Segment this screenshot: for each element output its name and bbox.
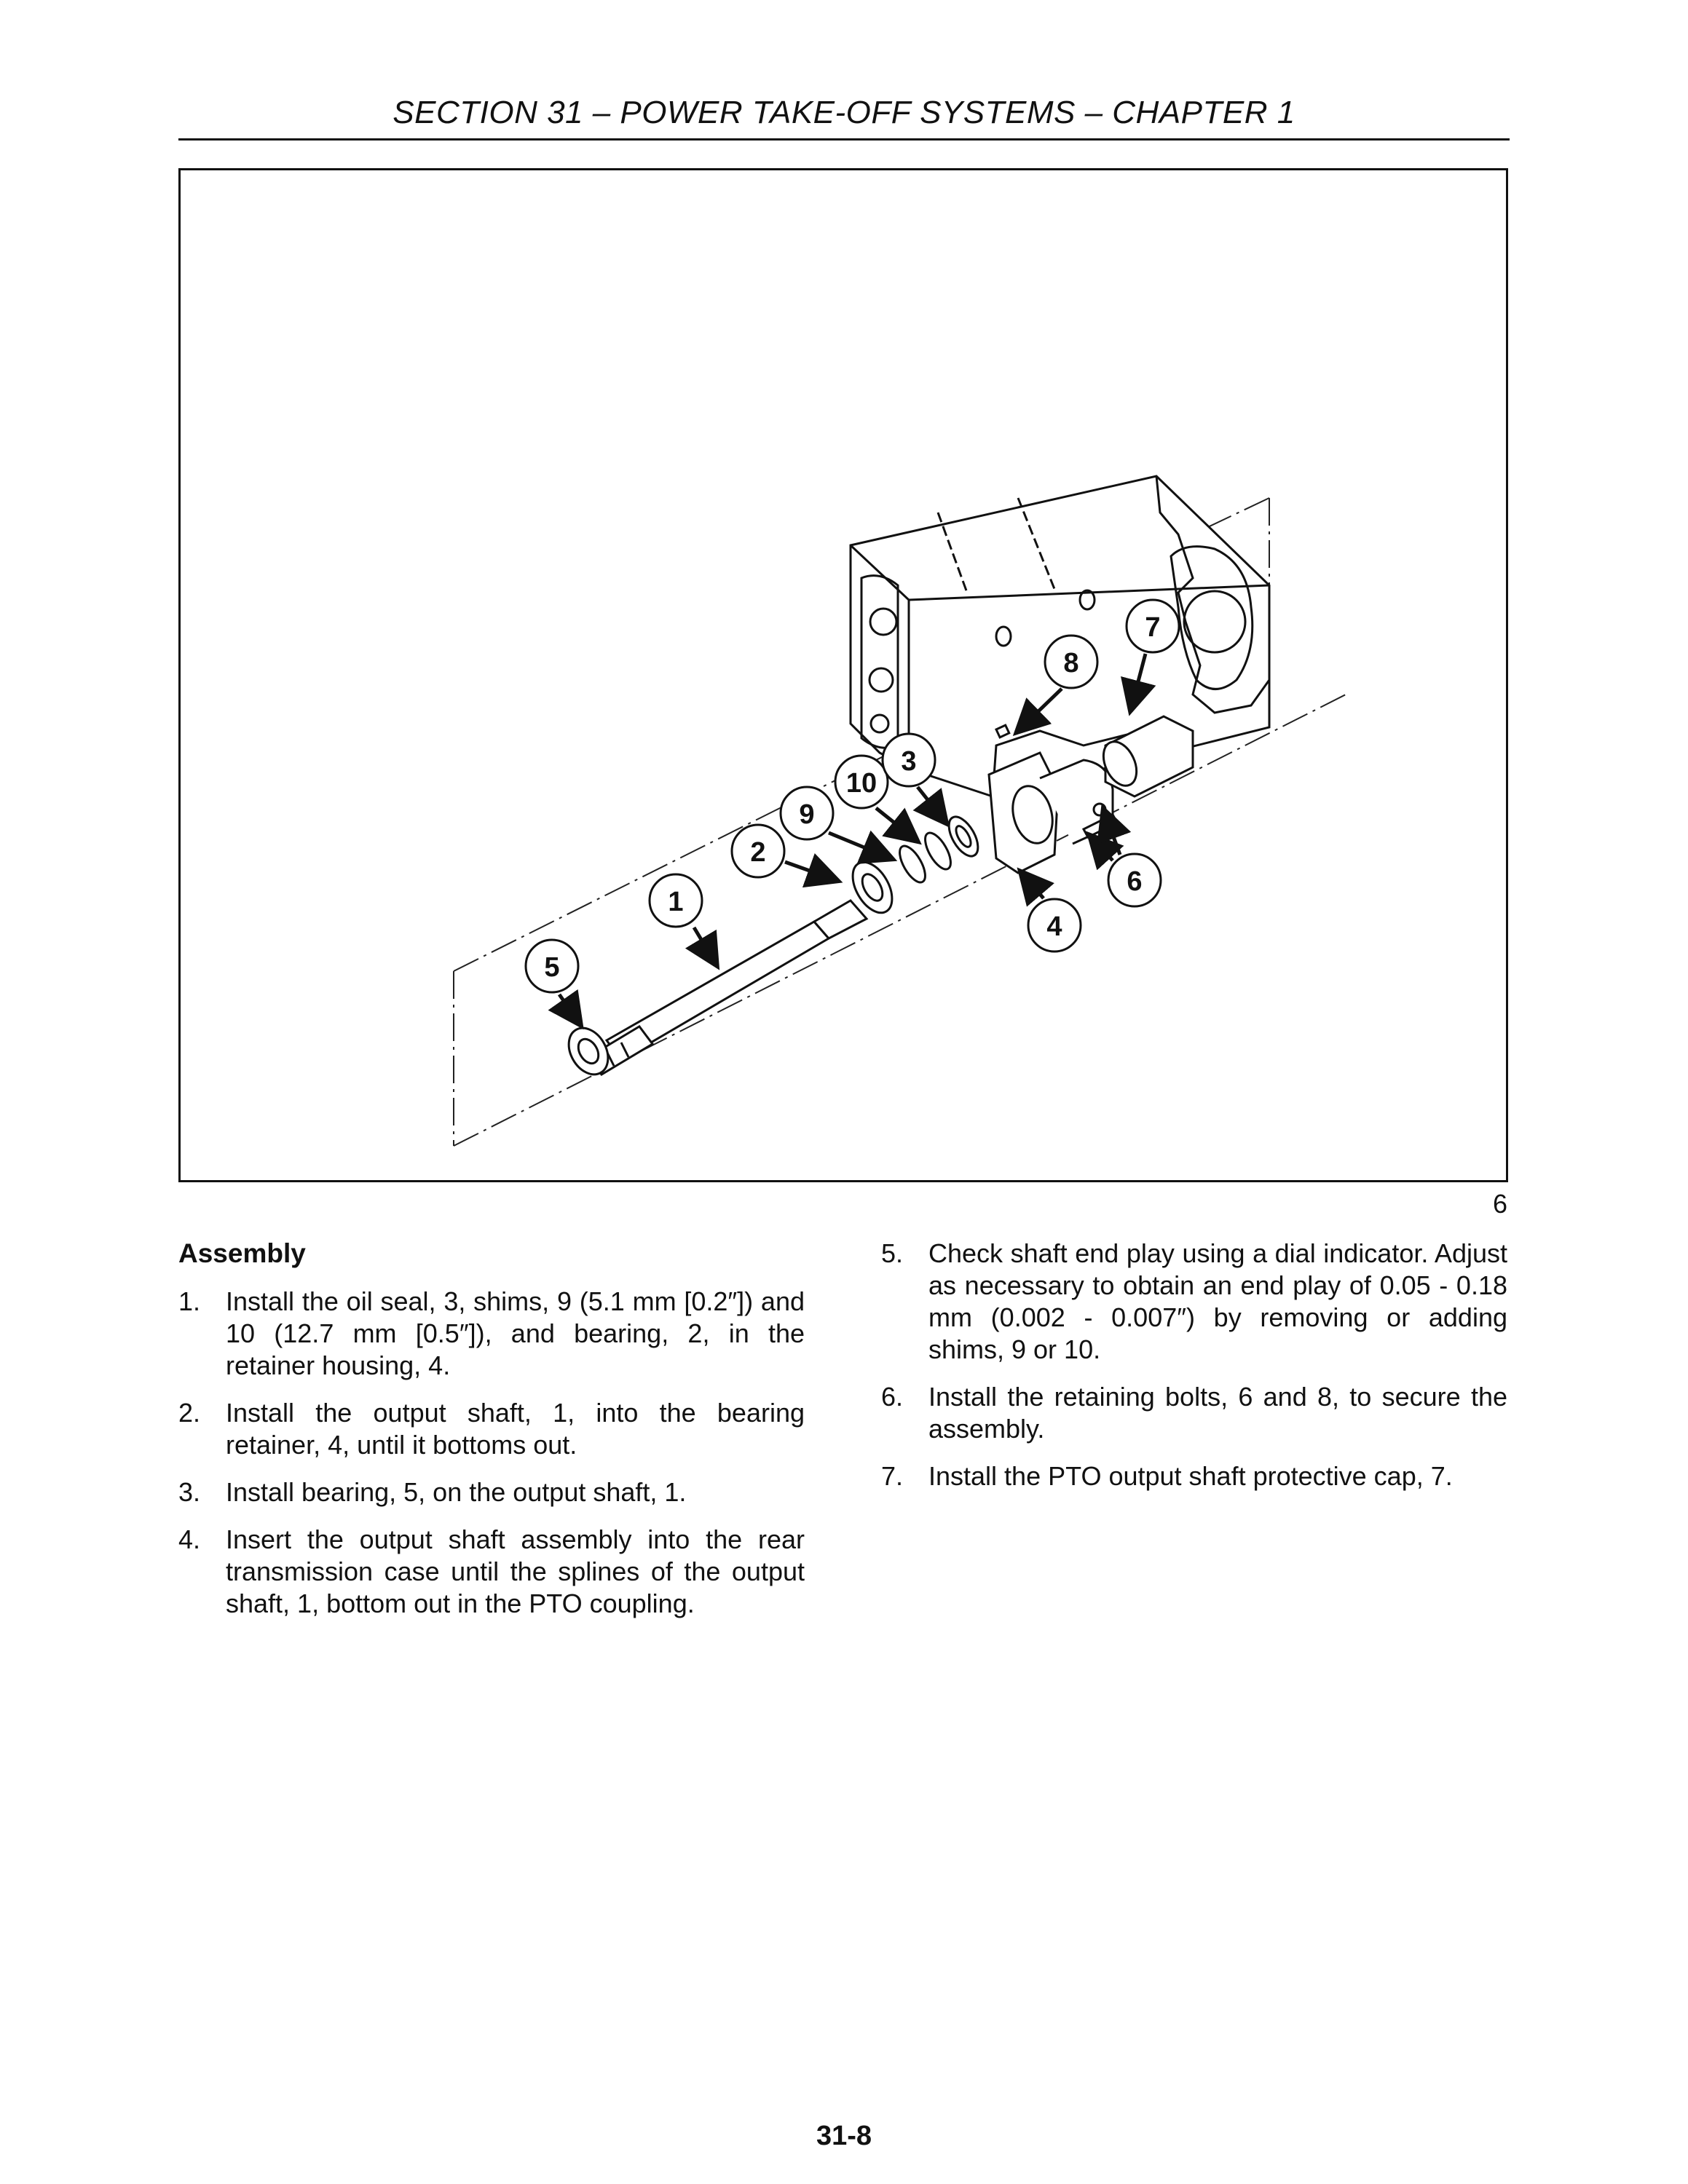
pto-shaft-exploded-diagram: [181, 170, 1506, 1180]
assembly-step-2: [178, 1397, 805, 1461]
assembly-heading: Assembly: [178, 1238, 306, 1268]
svg-text:5: 5: [544, 952, 560, 983]
page-header-title: SECTION 31 – POWER TAKE-OFF SYSTEMS – CHAPTER 1: [393, 95, 1295, 130]
step-number: 6.: [881, 1382, 904, 1412]
step-text: Check shaft end play using a dial indicator. Adjust as necessary to obtain an end play of 0.05 - 0.18 mm (0.002 - 0.007″) by removing or adding shims, 9 or 10.: [928, 1238, 1507, 1364]
output-shaft: [588, 901, 867, 1075]
svg-text:3: 3: [901, 746, 917, 777]
svg-text:9: 9: [799, 799, 815, 830]
exploded-view-figure: [178, 168, 1508, 1182]
assembly-step-6: [881, 1381, 1507, 1445]
step-text: Install the PTO output shaft protective cap, 7.: [928, 1461, 1453, 1491]
svg-text:7: 7: [1145, 612, 1161, 643]
step-number: 2.: [178, 1398, 201, 1428]
assembly-step-3: [178, 1476, 805, 1508]
assembly-step-4: [178, 1524, 805, 1620]
svg-text:1: 1: [668, 887, 684, 917]
svg-text:6: 6: [1127, 866, 1143, 897]
callout-5: [526, 940, 580, 1024]
step-number: 7.: [881, 1461, 904, 1491]
shims-and-seal: [895, 812, 984, 887]
callout-1: [650, 874, 716, 964]
step-text: Install the output shaft, 1, into the bearing retainer, 4, until it bottoms out.: [226, 1398, 805, 1460]
svg-text:10: 10: [845, 768, 877, 799]
step-text: Install bearing, 5, on the output shaft, 1.: [226, 1477, 687, 1507]
step-text: Install the retaining bolts, 6 and 8, to secure the assembly.: [928, 1382, 1507, 1444]
step-text: Install the oil seal, 3, shims, 9 (5.1 mm [0.2″]) and 10 (12.7 mm [0.5″]), and bearing, 2, in the retainer housing, 4.: [226, 1286, 805, 1380]
assembly-left-column: [178, 1238, 805, 1635]
step-number: 3.: [178, 1477, 201, 1507]
svg-text:4: 4: [1046, 911, 1062, 942]
header-rule: [178, 138, 1510, 141]
step-text: Insert the output shaft assembly into the rear transmission case until the splines of the output shaft, 1, bottom out in the PTO coupling.: [226, 1524, 805, 1618]
step-number: 1.: [178, 1286, 201, 1316]
step-number: 4.: [178, 1524, 201, 1554]
step-number: 5.: [881, 1238, 904, 1268]
assembly-step-1: [178, 1286, 805, 1382]
assembly-right-column: [881, 1238, 1507, 1508]
svg-text:2: 2: [750, 837, 766, 868]
figure-number: 6: [1492, 1189, 1507, 1219]
svg-text:8: 8: [1063, 648, 1079, 678]
page-number: 31-8: [816, 2121, 872, 2151]
assembly-step-5: [881, 1238, 1507, 1366]
assembly-step-7: [881, 1460, 1507, 1492]
bearing-5: [561, 1021, 616, 1082]
callout-4: [1022, 873, 1081, 951]
